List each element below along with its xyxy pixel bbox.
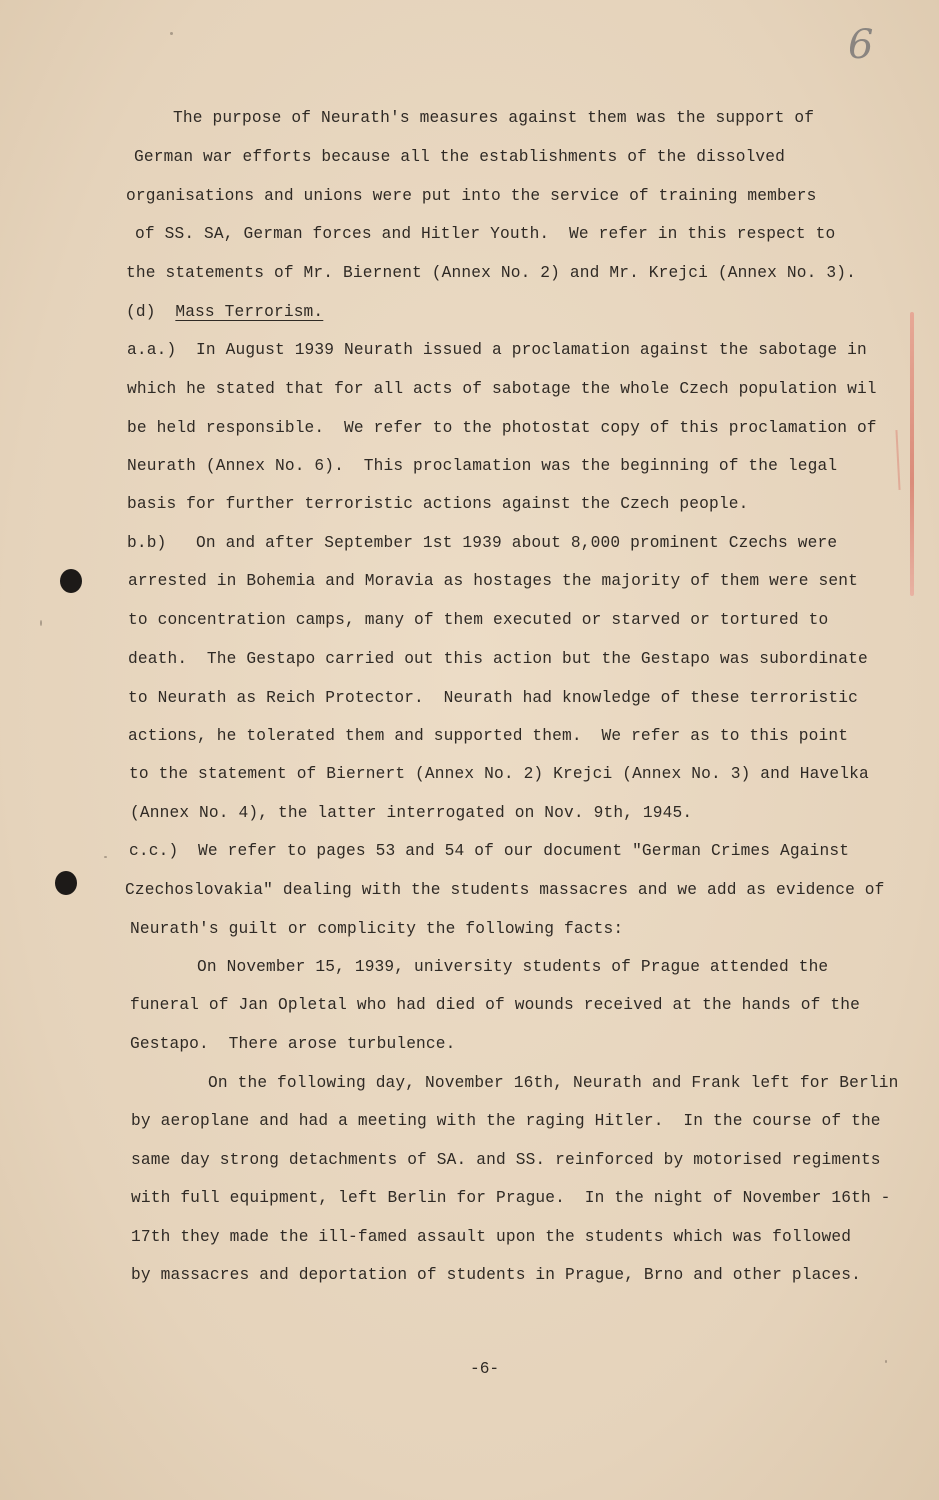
section-heading-line (126, 302, 323, 322)
text-line: be held responsible. We refer to the photostat copy of this proclamation of (127, 419, 877, 437)
text-line: Neurath (Annex No. 6). This proclamation was the beginning of the legal (127, 457, 838, 475)
paper-speck (885, 1360, 887, 1363)
text-line: same day strong detachments of SA. and SS. reinforced by motorised regiments (131, 1151, 881, 1169)
text-line: organisations and unions were put into the service of training members (126, 187, 817, 205)
text-line: the statements of Mr. Biernent (Annex No. 2) and Mr. Krejci (Annex No. 3). (126, 264, 856, 282)
text-line: by aeroplane and had a meeting with the raging Hitler. In the course of the (131, 1112, 881, 1130)
text-line: which he stated that for all acts of sabotage the whole Czech population wil (127, 380, 877, 398)
text-line: b.b) On and after September 1st 1939 about 8,000 prominent Czechs were (127, 534, 838, 552)
punch-hole (60, 569, 82, 593)
text-line: to the statement of Biernert (Annex No. 2) Krejci (Annex No. 3) and Havelka (129, 765, 869, 783)
footer-page-number: -6- (470, 1360, 500, 1378)
text-line: basis for further terroristic actions against the Czech people. (127, 495, 749, 513)
text-line: with full equipment, left Berlin for Prague. In the night of November 16th - (131, 1189, 891, 1207)
text-line: actions, he tolerated them and supported them. We refer as to this point (128, 727, 849, 745)
paper-speck (104, 856, 107, 858)
text-line: On November 15, 1939, university students of Prague attended the (197, 958, 829, 976)
red-margin-mark-faint (895, 430, 900, 490)
text-line: arrested in Bohemia and Moravia as hostages the majority of them were sent (128, 572, 858, 590)
section-label: (d) (126, 303, 176, 321)
red-margin-mark (910, 312, 914, 596)
text-line: of SS. SA, German forces and Hitler Youth. We refer in this respect to (135, 225, 836, 243)
text-line: to concentration camps, many of them executed or starved or tortured to (128, 611, 829, 629)
text-line: c.c.) We refer to pages 53 and 54 of our document "German Crimes Against (129, 842, 850, 860)
paper-speck (170, 32, 173, 35)
text-line: (Annex No. 4), the latter interrogated on Nov. 9th, 1945. (130, 804, 693, 822)
text-line: Neurath's guilt or complicity the following facts: (130, 920, 624, 938)
punch-hole (55, 871, 77, 895)
text-line: a.a.) In August 1939 Neurath issued a proclamation against the sabotage in (127, 341, 867, 359)
text-line: Czechoslovakia" dealing with the students massacres and we add as evidence of (125, 881, 885, 899)
handwritten-page-number: 6 (848, 22, 874, 68)
text-line: funeral of Jan Opletal who had died of wounds received at the hands of the (130, 996, 860, 1014)
text-line: Gestapo. There arose turbulence. (130, 1035, 456, 1053)
text-line: 17th they made the ill-famed assault upon the students which was followed (131, 1228, 852, 1246)
text-line: death. The Gestapo carried out this action but the Gestapo was subordinate (128, 650, 868, 668)
text-line: German war efforts because all the establishments of the dissolved (134, 148, 786, 166)
text-line: The purpose of Neurath's measures against them was the support of (173, 109, 815, 127)
text-line: by massacres and deportation of students in Prague, Brno and other places. (131, 1266, 861, 1284)
paper-speck (40, 620, 42, 626)
section-heading: Mass Terrorism. (175, 303, 324, 321)
text-line: to Neurath as Reich Protector. Neurath had knowledge of these terroristic (128, 689, 858, 707)
text-line: On the following day, November 16th, Neurath and Frank left for Berlin (208, 1074, 899, 1092)
